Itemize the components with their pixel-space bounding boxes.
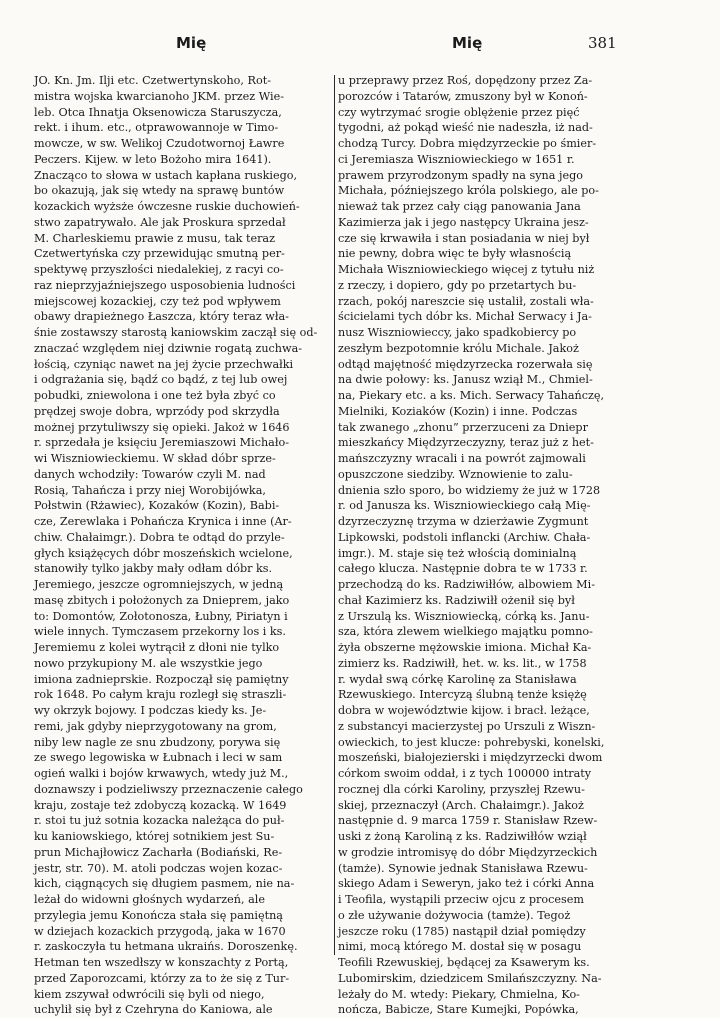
text-line: niby lew nagle ze snu zbudzony, porywa się <box>34 735 281 749</box>
column-divider <box>334 75 335 955</box>
text-line: sza, która zlewem wielkiego majątku pomno- <box>338 625 593 639</box>
text-line: porozców i Tatarów, zmuszony był w Konoń- <box>338 89 588 103</box>
text-line: JO. Kn. Jm. Ilji etc. Czetwertynskoho, Rot- <box>34 74 271 87</box>
text-line: na dwie połowy: ks. Janusz wziął M., Chmiel- <box>338 373 593 387</box>
text-line: stwo zapatrywało. Ale jak Proskura sprzedał <box>34 215 286 229</box>
text-line: doznawszy i podzieliwszy przeznaczenie całego <box>34 782 303 796</box>
text-line: zeszłym bezpotomnie królu Michale. Jakoż <box>338 341 579 355</box>
text-line: rekt. i ihum. etc., otprawowannoje w Timo- <box>34 121 279 135</box>
text-line: kraju, zostaje też zdobyczą kozacką. W 1649 <box>34 798 287 812</box>
page-number: 381 <box>588 34 617 52</box>
text-line: o złe używanie dożywocia (tamże). Tegoż <box>338 908 571 922</box>
text-line: Jeremiego, jeszcze ogromniejszych, w jedną <box>34 578 284 591</box>
text-line: danych wchodziły: Towarów czyli M. nad <box>34 467 266 481</box>
text-line: Jeremiemu z kolei wytrącił z dłoni nie tylko <box>34 641 280 654</box>
text-line: r. od Janusza ks. Wiszniowieckiego całą Mię- <box>338 499 591 513</box>
text-line: mieszkańcy Międzyrzeczyzny, teraz już z het- <box>338 436 594 450</box>
running-head-right: Mię <box>452 34 483 52</box>
text-line: odtąd majętność międzyrzecka rozerwała się <box>338 357 593 371</box>
text-line: przechodzą do ks. Radziwiłłów, albowiem Mi- <box>338 578 595 591</box>
text-line: chał Kazimierz ks. Radziwiłł ożenił się był <box>338 593 575 607</box>
text-line: Rosią, Tahańcza i przy niej Worobijówka, <box>34 483 266 497</box>
text-line: dnienia szło sporo, bo widziemy że już w 1728 <box>338 483 601 497</box>
page-header <box>0 34 720 58</box>
text-line: na, Piekary etc. a ks. Mich. Serwacy Tahańczę, <box>338 389 605 402</box>
text-line: Czetwertyńska czy przewidując smutną per- <box>34 247 285 261</box>
text-line: kozackich wyżsże ówczesne ruskie duchowień- <box>34 200 300 213</box>
text-line: wy okrzyk bojowy. I podczas kiedy ks. Je- <box>34 704 267 717</box>
text-line: prędzej swoje dobra, wprzódy pod skrzydła <box>34 404 280 418</box>
text-line: to: Domontów, Zołotonosza, Łubny, Piriatyn i <box>34 609 288 623</box>
text-line: z rzeczy, i dopiero, gdy po przetartych bu- <box>338 278 577 292</box>
running-head-left: Mię <box>176 34 207 52</box>
text-line: leb. Otca Ihnatja Oksenowicza Staruszycza, <box>34 105 282 119</box>
text-line: Kazimierza jak i jego następcy Ukraina jesz- <box>338 215 589 229</box>
text-line: możnej przytuliwszy się opieki. Jakoż w 1646 <box>34 420 290 434</box>
text-line: bo okazują, jak się wtedy na sprawę buntów <box>34 184 285 198</box>
text-line: czy wytrzymać srogie oblężenie przez pięć <box>338 105 580 119</box>
text-line: uski z żoną Karoliną z ks. Radziwiłłów wziął <box>338 830 587 843</box>
left-column <box>34 73 334 1017</box>
text-line: imgr.). M. staje się też włością dominialną <box>338 546 577 560</box>
text-line: u przeprawy przez Roś, dopędzony przez Za- <box>338 74 593 87</box>
text-line: przed Zaporozcami, którzy za to że się z Tur- <box>34 971 290 985</box>
text-line: mowcze, w sw. Welikoj Czudotwornoj Ławre <box>34 137 285 150</box>
text-line: Teofili Rzewuskiej, będącej za Ksawerym ks. <box>338 956 590 969</box>
text-line: masę zbitych i położonych za Dnieprem, jako <box>34 593 290 607</box>
text-line: ścicielami tych dóbr ks. Michał Serwacy i Ja- <box>338 310 592 324</box>
text-line: przylegia jemu Konończa stała się pamiętną <box>34 908 283 922</box>
text-line: nowo przykupiony M. ale wszystkie jego <box>34 656 263 670</box>
text-line: opuszczone siedziby. Wznowienie to zalu- <box>338 467 573 481</box>
text-line: uchylił się był z Czehryna do Kaniowa, ale <box>34 1003 273 1017</box>
text-line: mistra wojska kwarcianoho JKM. przez Wie- <box>34 89 285 103</box>
text-line: dzyrzeczyznę trzyma w dzierżawie Zygmunt <box>338 515 589 528</box>
text-line: miejscowej kozackiej, czy też pod wpływem <box>34 294 281 308</box>
text-line: mańszczyzny wracali i na powrót zajmowali <box>338 452 586 465</box>
text-line: ci Jeremiasza Wiszniowieckiego w 1651 r. <box>338 152 575 166</box>
text-line: chiw. Chałaimgr.). Dobra te odtąd do przyle- <box>34 530 285 544</box>
text-line: tygodni, aż pokąd wieść nie nadeszła, iż nad- <box>338 121 593 135</box>
text-line: rzach, pokój nareszcie się ustalił, zostali wła- <box>338 294 594 308</box>
text-line: jeszcze roku (1785) nastąpił dział pomiędzy <box>338 924 586 938</box>
text-line: tak zwanego „zhonu” przerzuceni za Dniepr <box>338 420 588 434</box>
text-line: w grodzie intromisyę do dóbr Międzyrzeckich <box>338 845 598 859</box>
text-line: r. stoi tu już sotnia kozacka należąca do puł- <box>34 814 285 828</box>
text-line: Mielniki, Koziaków (Kozin) i inne. Podczas <box>338 404 578 418</box>
right-column <box>338 73 622 1017</box>
text-line: Połstwin (Rżawiec), Kozaków (Kozin), Babi- <box>34 499 280 513</box>
text-line: remi, jak gdyby nieprzygotowany na grom, <box>34 719 277 733</box>
text-line: Rzewuskiego. Intercyzą ślubną tenże księżę <box>338 688 587 702</box>
text-line: cze, Zerewlaka i Pohańcza Krynica i inne (Ar- <box>34 515 292 528</box>
text-line: nieważ tak przez cały ciąg panowania Jana <box>338 200 581 213</box>
text-line: głych książęcych dóbr moszeńskich wcielone, <box>34 546 293 560</box>
text-line: ku kaniowskiego, której sotnikiem jest Su- <box>34 830 275 843</box>
text-line: nie pewny, dobra więc te były własnością <box>338 247 572 261</box>
text-line: stanowiły tylko jakby mały odłam dóbr ks. <box>34 562 273 576</box>
text-line: Peczers. Kijew. w leto Bożoho mira 1641). <box>34 152 272 166</box>
text-line: imiona zadnieprskie. Rozpoczął się pamiętny <box>34 672 289 686</box>
text-line: znaczać względem niej dziwnie rogatą zuchwa- <box>34 341 303 355</box>
text-line: obawy drapieżnego Łaszcza, który teraz wła- <box>34 310 289 324</box>
text-line: raz nieprzyjaźniejszego usposobienia ludności <box>34 278 296 292</box>
text-line: Michała Wiszniowieckiego więcej z tytułu niż <box>338 263 595 276</box>
text-line: Hetman ten wszedłszy w konszachty z Portą, <box>34 956 289 969</box>
text-line: z substancyi macierzystej po Urszuli z Wiszn- <box>338 719 596 733</box>
text-line: żyła obszerne mężowskie imiona. Michał Ka- <box>338 641 592 654</box>
text-line: i Teofila, wystąpili przeciw ojcu z procesem <box>338 893 584 906</box>
text-line: moszeński, białojezierski i międzyrzecki dwom <box>338 751 603 765</box>
text-line: r. zaskoczyła tu hetmana ukraińs. Doroszenkę. <box>34 940 298 954</box>
text-line: ogień walki i bojów krwawych, wtedy już M., <box>34 767 289 780</box>
text-line: Lubomirskim, dziedzicem Smilańszczyzny. Na- <box>338 971 602 985</box>
text-line: wi Wiszniowieckiemu. W skład dóbr sprze- <box>34 452 276 465</box>
text-line: rok 1648. Po całym kraju rozległ się straszli- <box>34 688 287 702</box>
text-line: następnie d. 9 marca 1759 r. Stanisław Rzew- <box>338 814 598 828</box>
text-line: nimi, mocą którego M. dostał się w posagu <box>338 940 582 954</box>
text-line: skiej, przeznaczył (Arch. Chałaimgr.). Jakoż <box>338 798 584 812</box>
text-line: rocznej dla córki Karoliny, przyszłej Rzewu- <box>338 782 585 796</box>
text-line: w dziejach kozackich przygodą, jaka w 1670 <box>34 924 286 938</box>
text-line: Michała, późniejszego króla polskiego, ale po- <box>338 184 599 198</box>
text-line: spektywę przyszłości niedalekiej, z racyi co- <box>34 263 284 276</box>
text-line: leżał do widowni głośnych wydarzeń, ale <box>34 893 265 906</box>
text-line: całego klucza. Następnie dobra te w 1733 r. <box>338 562 588 576</box>
text-line: córkom swoim oddał, i z tych 100000 intraty <box>338 767 592 780</box>
text-line: Lipkowski, podstoli inflancki (Archiw. Chała- <box>338 530 591 544</box>
text-line: Znacząco to słowa w ustach kapłana ruskiego, <box>34 168 298 182</box>
text-line: M. Charleskiemu prawie z musu, tak teraz <box>34 231 276 245</box>
text-line: chodzą Turcy. Dobra międzyrzeckie po śmier- <box>338 137 597 150</box>
text-line: prun Michajłowicz Zacharła (Bodiański, Re- <box>34 845 283 859</box>
text-line: r. wydał swą córkę Karolinę za Stanisława <box>338 672 577 686</box>
text-line: kiem zszywał odwrócili się byli od niego, <box>34 987 265 1001</box>
text-line: (tamże). Synowie jednak Stanisława Rzewu- <box>338 861 588 875</box>
text-line: kich, ciągnących się długiem pasmem, nie na- <box>34 877 295 891</box>
text-line: ze swego legowiska w Łubnach i leci w sam <box>34 751 283 765</box>
text-line: z Urszulą ks. Wiszniowiecką, córką ks. Janu- <box>338 609 590 623</box>
text-line: prawem przyrodzonym spadły na syna jego <box>338 168 583 182</box>
text-line: pobudki, zniewolona i one też była zbyć co <box>34 389 276 402</box>
text-line: owieckich, to jest klucze: pohrebyski, konelski, <box>338 735 605 749</box>
text-line: łością, czyniąc nawet na jej życie przechwałki <box>34 357 294 371</box>
text-line: r. sprzedała je księciu Jeremiaszowi Michało- <box>34 436 289 450</box>
text-line: nończa, Babicze, Stare Kumejki, Popówka, <box>338 1003 579 1017</box>
text-line: i odgrażania się, bądź co bądź, z tej lub owej <box>34 373 288 387</box>
text-line: śnie zostawszy starostą kaniowskim zaczął się od- <box>34 326 318 339</box>
text-line: jestr, str. 70). M. atoli podczas wojen kozac- <box>34 861 283 875</box>
text-line: dobra w województwie kijow. i bracł. leżące, <box>338 704 590 717</box>
text-line: nusz Wiszniowieccy, jako spadkobiercy po <box>338 326 577 339</box>
text-line: zimierz ks. Radziwiłł, het. w. ks. lit., w 1758 <box>338 656 587 670</box>
text-line: skiego Adam i Seweryn, jako też i córki Anna <box>338 877 595 891</box>
text-line: wiele innych. Tymczasem przekorny los i ks. <box>34 625 286 639</box>
text-line: leżały do M. wtedy: Piekary, Chmielna, Ko- <box>338 987 580 1001</box>
text-line: cze się krwawiła i stan posiadania w niej był <box>338 231 590 245</box>
